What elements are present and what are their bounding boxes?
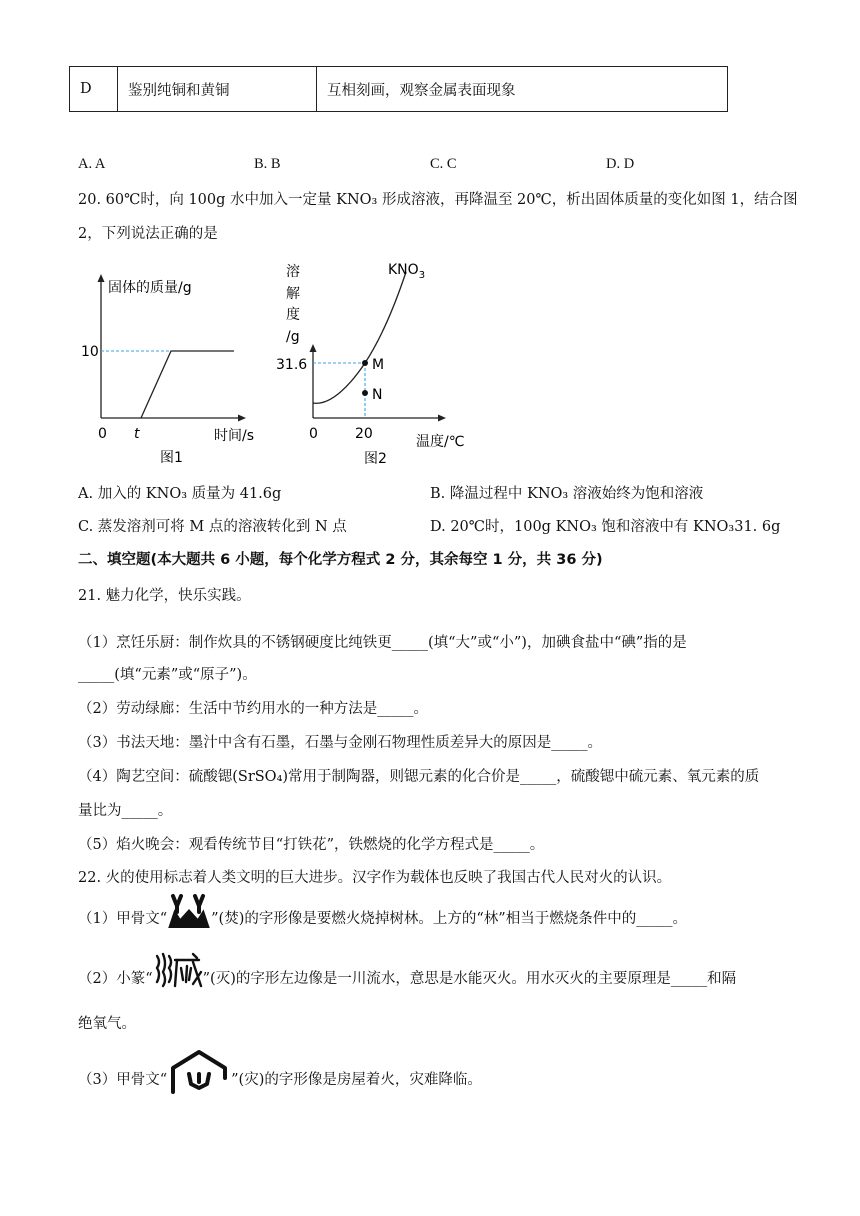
point-n-marker	[362, 390, 368, 396]
fig2-y-tick: 31.6	[276, 357, 308, 373]
choice-a[interactable]: A. A	[78, 156, 106, 172]
q21-title: 21. 魅力化学，快乐实践。	[78, 588, 251, 604]
fig2-xlabel: 温度/℃	[416, 434, 465, 450]
option-letter-cell: D	[70, 67, 118, 112]
fig2-series-label	[388, 262, 425, 281]
q22-part-2	[78, 966, 736, 992]
q22-part-1	[78, 906, 687, 932]
fig2-ylabel-4: /g	[286, 329, 300, 345]
q22-p1-post: ”(焚)的字形像是要燃火烧掉树林。上方的“林”相当于燃烧条件中的_____。	[211, 911, 687, 927]
fig2-ylabel-3: 度	[286, 307, 300, 323]
q20-stem-line1: 20. 60℃时，向 100g 水中加入一定量 KNO₃ 形成溶液，再降温至 20℃，析出固体质量的变化如图 1，结合图	[78, 192, 798, 208]
point-m-marker	[362, 360, 368, 366]
q21-line-5: （4）陶艺空间：硫酸锶(SrSO₄)常用于制陶器，则锶元素的化合价是_____，硫酸锶中硫元素、氧元素的质	[78, 769, 760, 785]
point-n-label: N	[372, 387, 383, 403]
fig2-series-name: KNO	[388, 262, 419, 278]
q20-choice-a[interactable]: A. 加入的 KNO₃ 质量为 41.6g	[78, 486, 282, 502]
fig1-x-tick: t	[134, 426, 140, 442]
q22-p2-post: ”(灭)的字形左边像是一川流水，意思是水能灭火。用水灭火的主要原理是_____和隔	[202, 971, 737, 987]
figure-2	[276, 256, 486, 470]
fig1-y-arrow	[98, 274, 105, 282]
q22-p3-pre: （3）甲骨文“	[78, 1072, 168, 1088]
fig1-ylabel: 固体的质量/g	[108, 280, 192, 296]
oracle-fen-glyph	[167, 892, 211, 932]
q21-line-1: （1）烹饪乐厨：制作炊具的不锈钢硬度比纯铁更_____(填“大”或“小”)，加碘食盐中“碘”指的是	[78, 635, 687, 651]
choice-d[interactable]: D. D	[606, 156, 635, 172]
oracle-zai-glyph	[167, 1048, 231, 1098]
q22-p1-pre: （1）甲骨文“	[78, 911, 168, 927]
section-2-title: 二、填空题(本大题共 6 小题，每个化学方程式 2 分，其余每空 1 分，共 36 分)	[78, 552, 603, 568]
fig2-x-tick: 20	[355, 426, 373, 442]
fig2-ylabel-2: 解	[286, 286, 300, 302]
fig2-origin: 0	[309, 426, 318, 442]
fig2-y-arrow	[310, 344, 317, 352]
seal-mie-glyph	[153, 952, 203, 992]
q21-line-7: （5）焰火晚会：观看传统节目“打铁花”，铁燃烧的化学方程式是_____。	[78, 837, 545, 853]
options-table	[69, 66, 728, 112]
choice-c[interactable]: C. C	[430, 156, 457, 172]
fig2-x-arrow	[438, 415, 446, 422]
purpose-cell: 鉴别纯铜和黄铜	[118, 67, 317, 112]
choice-b[interactable]: B. B	[254, 156, 281, 172]
method-cell: 互相刻画，观察金属表面现象	[317, 67, 728, 112]
fig1-x-arrow	[238, 415, 246, 422]
fig2-ylabel-1: 溶	[286, 264, 300, 280]
q21-line-2: _____(填“元素”或“原子”)。	[78, 667, 257, 683]
q20-stem-line2: 2，下列说法正确的是	[78, 226, 218, 242]
fig2-series-sub: 3	[418, 270, 426, 281]
q22-p3-post: ”(灾)的字形像是房屋着火，灾难降临。	[231, 1072, 482, 1088]
q22-p2-pre: （2）小篆“	[78, 971, 153, 987]
q20-choice-d[interactable]: D. 20℃时，100g KNO₃ 饱和溶液中有 KNO₃31. 6g	[430, 519, 781, 535]
q20-choice-c[interactable]: C. 蒸发溶剂可将 M 点的溶液转化到 N 点	[78, 519, 347, 535]
fig1-xlabel: 时间/s	[214, 428, 255, 444]
figure-1	[70, 268, 255, 468]
fig1-y-tick: 10	[81, 344, 99, 360]
fig1-caption: 图1	[160, 450, 183, 466]
fig2-caption: 图2	[364, 451, 387, 467]
q21-line-3: （2）劳动绿廊：生活中节约用水的一种方法是_____。	[78, 701, 428, 717]
fig2-solubility-curve	[313, 272, 406, 403]
q21-line-6: 量比为_____。	[78, 803, 173, 819]
fig1-origin: 0	[98, 426, 107, 442]
point-m-label: M	[372, 357, 385, 373]
q21-line-4: （3）书法天地：墨汁中含有石墨，石墨与金刚石物理性质差异大的原因是_____。	[78, 735, 602, 751]
fig1-mass-line	[141, 351, 234, 418]
q22-title: 22. 火的使用标志着人类文明的巨大进步。汉字作为载体也反映了我国古代人民对火的认识。	[78, 870, 672, 886]
table-row	[70, 67, 728, 112]
q22-part-3	[78, 1062, 482, 1098]
q20-choice-b[interactable]: B. 降温过程中 KNO₃ 溶液始终为饱和溶液	[430, 486, 704, 502]
q22-part-2-cont: 绝氧气。	[78, 1016, 136, 1032]
